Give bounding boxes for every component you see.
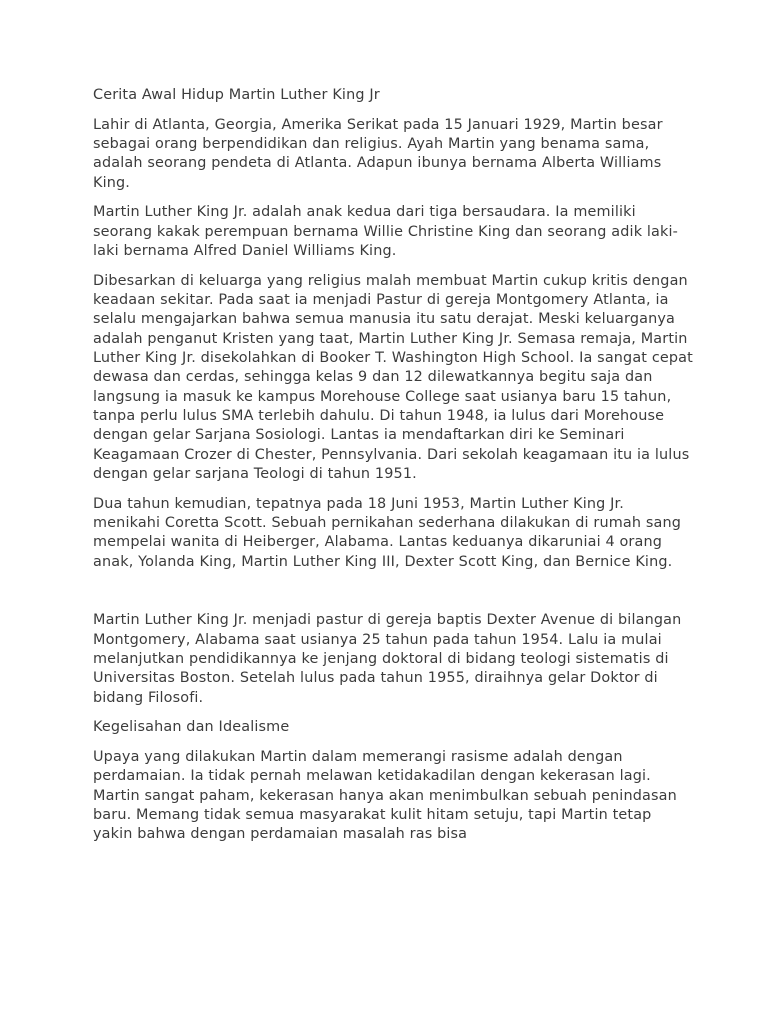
- paragraph-education: Dibesarkan di keluarga yang religius malah membuat Martin cukup kritis dengan keadaan sekitar. Pada saat ia menjadi Pastur di gereja Montgomery Atlanta, ia selalu mengajarkan bahwa semua manusia itu satu derajat. Meski keluarganya adalah penganut Kristen yang taat, Martin Luther King Jr. Semasa remaja, Martin Luther King Jr. disekolahkan di Booker T. Washington High School. Ia sangat cepat dewasa dan cerdas, sehingga kelas 9 dan 12 dilewatkannya begitu saja dan langsung ia masuk ke kampus Morehouse College saat usianya baru 15 tahun, tanpa perlu lulus SMA terlebih dahulu. Di tahun 1948, ia lulus dari Morehouse dengan gelar Sarjana Sosiologi. Lantas ia mendaftarkan diri ke Seminari Keagamaan Crozer di Chester, Pennsylvania. Dari sekolah keagamaan itu ia lulus dengan gelar sarjana Teologi di tahun 1951.: [93, 272, 693, 482]
- paragraph-marriage: Dua tahun kemudian, tepatnya pada 18 Juni 1953, Martin Luther King Jr. menikahi Coretta Scott. Sebuah pernikahan sederhana dilakukan di rumah sang mempelai wanita di Heiberger, Alabama. Lantas keduanya dikaruniai 4 orang anak, Yolanda King, Martin Luther King III, Dexter Scott King, dan Bernice King.: [93, 495, 682, 570]
- section-heading: Kegelisahan dan Idealisme: [93, 719, 290, 736]
- paragraph-siblings: Martin Luther King Jr. adalah anak kedua dari tiga bersaudara. Ia memiliki seorang kakak perempuan bernama Willie Christine King dan seorang adik laki-laki bernama Alfred Daniel Williams King.: [93, 204, 678, 260]
- paragraph-peace: Upaya yang dilakukan Martin dalam memerangi rasisme adalah dengan perdamaian. Ia tidak pernah melawan ketidakadilan dengan kekerasan lagi. Martin sangat paham, kekerasan hanya akan menimbulkan sebuah penindasan baru. Memang tidak semua masyarakat kulit hitam setuju, tapi Martin tetap yakin bahwa dengan perdamaian masalah ras bisa: [93, 749, 677, 843]
- paragraph-pastor: Martin Luther King Jr. menjadi pastur di gereja baptis Dexter Avenue di bilangan Montgomery, Alabama saat usianya 25 tahun pada tahun 1954. Lalu ia mulai melanjutkan pendidikannya ke jenjang doktoral di bidang teologi sistematis di Universitas Boston. Setelah lulus pada tahun 1955, diraihnya gelar Doktor di bidang Filosofi.: [93, 612, 682, 706]
- blank-line: [93, 582, 693, 611]
- document-title: Cerita Awal Hidup Martin Luther King Jr: [93, 87, 380, 103]
- document-body: [93, 86, 693, 855]
- paragraph-birth: Lahir di Atlanta, Georgia, Amerika Serikat pada 15 Januari 1929, Martin besar sebagai orang berpendidikan dan religius. Ayah Martin yang benama sama, adalah seorang pendeta di Atlanta. Adapun ibunya bernama Alberta Williams King.: [93, 116, 663, 191]
